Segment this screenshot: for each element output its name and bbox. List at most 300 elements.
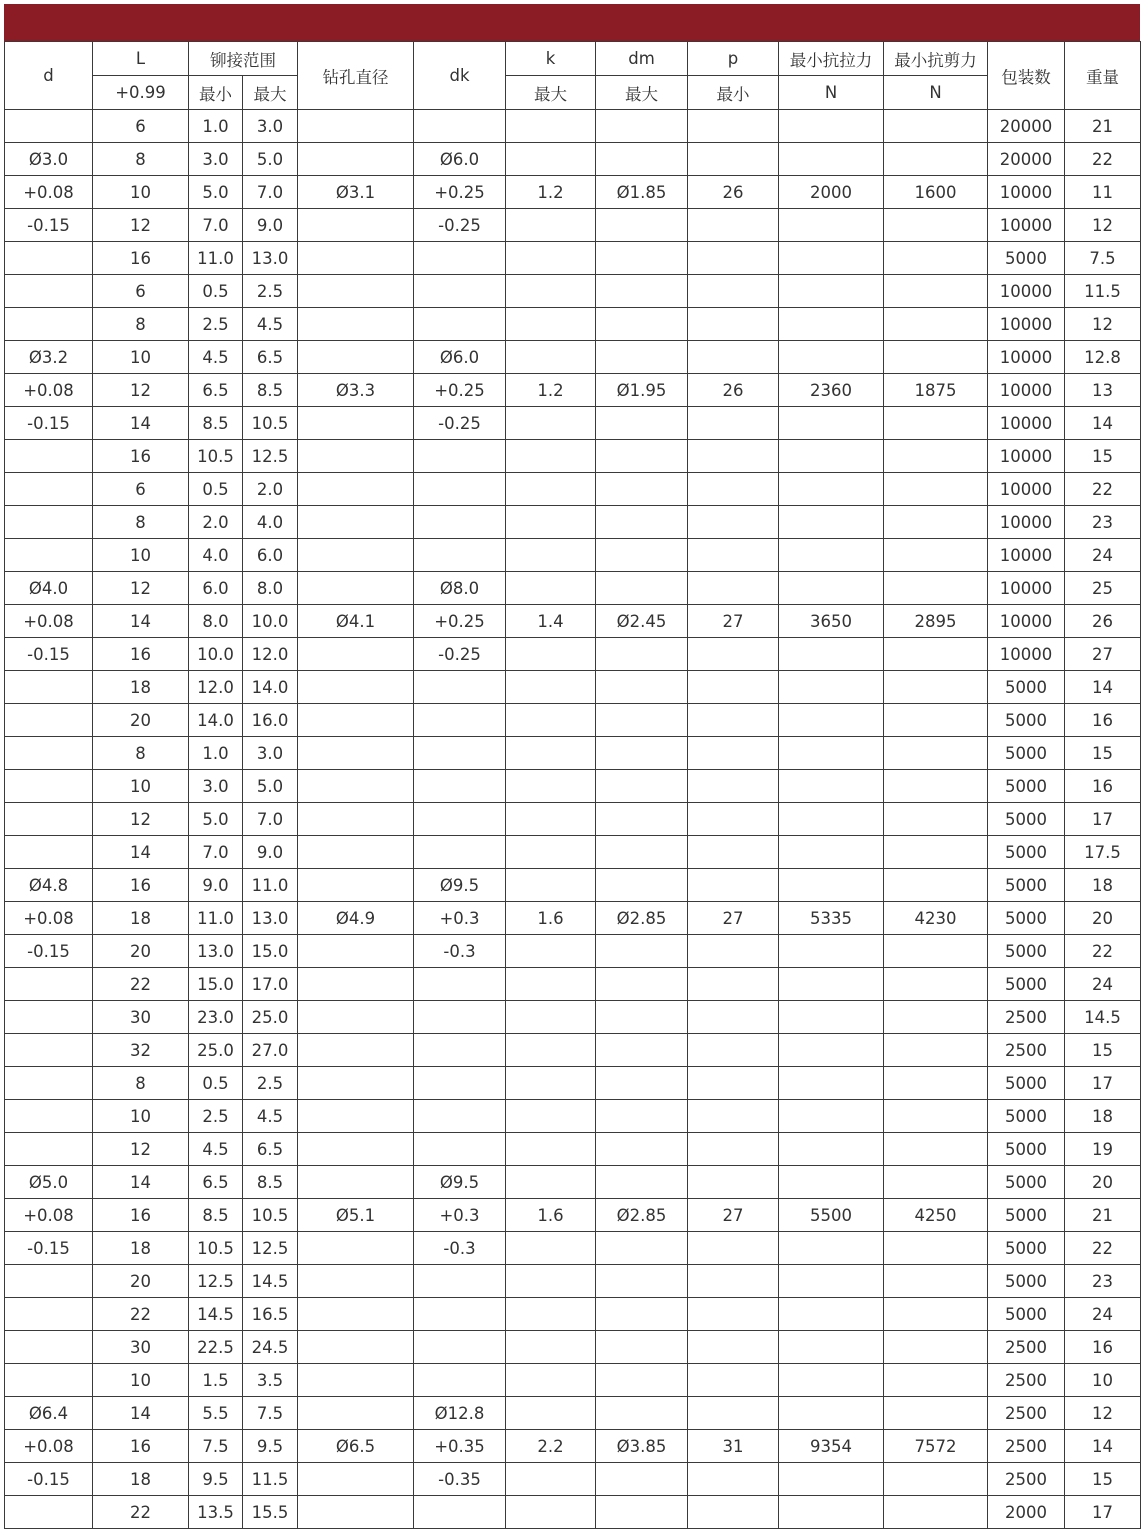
header-pack: 包装数 bbox=[988, 42, 1065, 110]
cell-k bbox=[506, 1034, 596, 1067]
cell-dm bbox=[596, 1067, 688, 1100]
cell-dk bbox=[414, 473, 506, 506]
header-k: k bbox=[506, 42, 596, 76]
cell-drill bbox=[298, 473, 414, 506]
header-tensile: 最小抗拉力 bbox=[779, 42, 884, 76]
cell-tensile bbox=[779, 506, 884, 539]
cell-d: +0.08 bbox=[5, 1430, 93, 1463]
cell-weight: 24 bbox=[1065, 1298, 1141, 1331]
cell-dk bbox=[414, 671, 506, 704]
cell-weight: 16 bbox=[1065, 1331, 1141, 1364]
cell-range-max: 16.0 bbox=[243, 704, 298, 737]
cell-d: -0.15 bbox=[5, 1232, 93, 1265]
cell-weight: 7.5 bbox=[1065, 242, 1141, 275]
cell-tensile bbox=[779, 1232, 884, 1265]
cell-dm: Ø1.95 bbox=[596, 374, 688, 407]
cell-shear bbox=[884, 506, 988, 539]
cell-k bbox=[506, 1001, 596, 1034]
cell-dm bbox=[596, 341, 688, 374]
table-row bbox=[5, 1001, 1141, 1034]
cell-drill bbox=[298, 638, 414, 671]
cell-range-min: 10.5 bbox=[189, 440, 243, 473]
cell-d: -0.15 bbox=[5, 935, 93, 968]
cell-k bbox=[506, 209, 596, 242]
cell-k bbox=[506, 1364, 596, 1397]
cell-pack: 5000 bbox=[988, 1166, 1065, 1199]
table-row bbox=[5, 275, 1141, 308]
cell-k: 1.6 bbox=[506, 1199, 596, 1232]
cell-drill bbox=[298, 572, 414, 605]
cell-dm bbox=[596, 638, 688, 671]
cell-weight: 20 bbox=[1065, 902, 1141, 935]
cell-drill bbox=[298, 704, 414, 737]
cell-L: 8 bbox=[93, 308, 189, 341]
cell-p bbox=[688, 1463, 779, 1496]
cell-d: Ø4.8 bbox=[5, 869, 93, 902]
cell-pack: 5000 bbox=[988, 1100, 1065, 1133]
cell-range-max: 15.5 bbox=[243, 1496, 298, 1529]
table-row bbox=[5, 671, 1141, 704]
cell-d bbox=[5, 308, 93, 341]
cell-tensile: 5335 bbox=[779, 902, 884, 935]
cell-pack: 10000 bbox=[988, 473, 1065, 506]
cell-tensile bbox=[779, 1331, 884, 1364]
cell-dm bbox=[596, 440, 688, 473]
cell-range-min: 14.0 bbox=[189, 704, 243, 737]
cell-d: Ø5.0 bbox=[5, 1166, 93, 1199]
cell-L: 14 bbox=[93, 1166, 189, 1199]
cell-tensile: 9354 bbox=[779, 1430, 884, 1463]
cell-dk bbox=[414, 539, 506, 572]
cell-pack: 5000 bbox=[988, 1232, 1065, 1265]
cell-range-max: 13.0 bbox=[243, 242, 298, 275]
cell-range-min: 2.5 bbox=[189, 308, 243, 341]
cell-L: 8 bbox=[93, 1067, 189, 1100]
cell-k bbox=[506, 869, 596, 902]
cell-shear bbox=[884, 1298, 988, 1331]
cell-L: 14 bbox=[93, 836, 189, 869]
cell-pack: 5000 bbox=[988, 869, 1065, 902]
cell-weight: 16 bbox=[1065, 770, 1141, 803]
table-row bbox=[5, 1100, 1141, 1133]
cell-tensile bbox=[779, 341, 884, 374]
cell-p bbox=[688, 836, 779, 869]
cell-range-min: 11.0 bbox=[189, 902, 243, 935]
cell-drill bbox=[298, 440, 414, 473]
cell-p bbox=[688, 638, 779, 671]
cell-range-max: 8.5 bbox=[243, 1166, 298, 1199]
cell-weight: 27 bbox=[1065, 638, 1141, 671]
cell-range-min: 8.5 bbox=[189, 1199, 243, 1232]
table-body bbox=[5, 110, 1141, 1529]
cell-tensile bbox=[779, 143, 884, 176]
cell-dm: Ø2.85 bbox=[596, 902, 688, 935]
cell-drill bbox=[298, 1001, 414, 1034]
cell-weight: 25 bbox=[1065, 572, 1141, 605]
cell-pack: 10000 bbox=[988, 209, 1065, 242]
table-row bbox=[5, 1199, 1141, 1232]
cell-p bbox=[688, 440, 779, 473]
cell-p bbox=[688, 1265, 779, 1298]
cell-drill bbox=[298, 1034, 414, 1067]
cell-dk bbox=[414, 803, 506, 836]
cell-weight: 17 bbox=[1065, 1496, 1141, 1529]
cell-d bbox=[5, 1496, 93, 1529]
cell-d: -0.15 bbox=[5, 407, 93, 440]
cell-k bbox=[506, 539, 596, 572]
cell-shear bbox=[884, 1166, 988, 1199]
cell-drill bbox=[298, 671, 414, 704]
cell-range-max: 14.0 bbox=[243, 671, 298, 704]
cell-weight: 15 bbox=[1065, 1034, 1141, 1067]
table-row bbox=[5, 1265, 1141, 1298]
cell-pack: 10000 bbox=[988, 341, 1065, 374]
cell-L: 12 bbox=[93, 1133, 189, 1166]
cell-L: 8 bbox=[93, 143, 189, 176]
cell-k bbox=[506, 572, 596, 605]
cell-d bbox=[5, 1001, 93, 1034]
cell-shear bbox=[884, 275, 988, 308]
cell-shear: 2895 bbox=[884, 605, 988, 638]
cell-p bbox=[688, 1496, 779, 1529]
cell-pack: 10000 bbox=[988, 176, 1065, 209]
cell-k bbox=[506, 440, 596, 473]
table-row bbox=[5, 638, 1141, 671]
cell-p bbox=[688, 1331, 779, 1364]
cell-weight: 15 bbox=[1065, 737, 1141, 770]
cell-shear bbox=[884, 242, 988, 275]
cell-pack: 2500 bbox=[988, 1430, 1065, 1463]
cell-L: 6 bbox=[93, 473, 189, 506]
cell-k bbox=[506, 1331, 596, 1364]
cell-drill bbox=[298, 770, 414, 803]
table-row bbox=[5, 242, 1141, 275]
cell-tensile bbox=[779, 671, 884, 704]
cell-range-max: 5.0 bbox=[243, 143, 298, 176]
cell-k bbox=[506, 836, 596, 869]
cell-pack: 2000 bbox=[988, 1496, 1065, 1529]
cell-p: 27 bbox=[688, 605, 779, 638]
cell-range-min: 4.5 bbox=[189, 341, 243, 374]
cell-dm bbox=[596, 473, 688, 506]
cell-p bbox=[688, 803, 779, 836]
cell-dk: +0.25 bbox=[414, 605, 506, 638]
cell-range-max: 24.5 bbox=[243, 1331, 298, 1364]
cell-L: 10 bbox=[93, 1100, 189, 1133]
cell-tensile bbox=[779, 836, 884, 869]
header-p-sub: 最小 bbox=[688, 76, 779, 110]
cell-drill bbox=[298, 242, 414, 275]
cell-range-max: 16.5 bbox=[243, 1298, 298, 1331]
cell-L: 20 bbox=[93, 1265, 189, 1298]
cell-dm bbox=[596, 803, 688, 836]
table-row bbox=[5, 1496, 1141, 1529]
cell-d bbox=[5, 1364, 93, 1397]
header-weight: 重量 bbox=[1065, 42, 1141, 110]
cell-weight: 21 bbox=[1065, 1199, 1141, 1232]
cell-L: 14 bbox=[93, 605, 189, 638]
cell-range-min: 3.0 bbox=[189, 770, 243, 803]
cell-dm bbox=[596, 407, 688, 440]
cell-drill: Ø5.1 bbox=[298, 1199, 414, 1232]
cell-tensile bbox=[779, 1265, 884, 1298]
cell-range-min: 4.0 bbox=[189, 539, 243, 572]
cell-drill: Ø4.9 bbox=[298, 902, 414, 935]
cell-dk: -0.3 bbox=[414, 935, 506, 968]
cell-weight: 14 bbox=[1065, 671, 1141, 704]
cell-shear bbox=[884, 110, 988, 143]
cell-p: 27 bbox=[688, 1199, 779, 1232]
cell-drill bbox=[298, 1298, 414, 1331]
table-row bbox=[5, 440, 1141, 473]
cell-p: 27 bbox=[688, 902, 779, 935]
cell-shear bbox=[884, 1364, 988, 1397]
cell-weight: 12 bbox=[1065, 209, 1141, 242]
cell-dm: Ø3.85 bbox=[596, 1430, 688, 1463]
cell-L: 10 bbox=[93, 770, 189, 803]
cell-dk: -0.25 bbox=[414, 638, 506, 671]
cell-tensile bbox=[779, 803, 884, 836]
cell-p bbox=[688, 770, 779, 803]
cell-dm bbox=[596, 1133, 688, 1166]
table-row bbox=[5, 935, 1141, 968]
table-row bbox=[5, 605, 1141, 638]
cell-p bbox=[688, 1034, 779, 1067]
table-row bbox=[5, 209, 1141, 242]
cell-range-min: 6.5 bbox=[189, 374, 243, 407]
cell-k bbox=[506, 1133, 596, 1166]
table-row bbox=[5, 110, 1141, 143]
cell-L: 10 bbox=[93, 341, 189, 374]
cell-range-min: 3.0 bbox=[189, 143, 243, 176]
cell-k: 1.2 bbox=[506, 374, 596, 407]
cell-pack: 20000 bbox=[988, 110, 1065, 143]
cell-p bbox=[688, 143, 779, 176]
cell-range-max: 5.0 bbox=[243, 770, 298, 803]
cell-drill bbox=[298, 506, 414, 539]
cell-k bbox=[506, 506, 596, 539]
cell-pack: 2500 bbox=[988, 1001, 1065, 1034]
cell-weight: 13 bbox=[1065, 374, 1141, 407]
cell-p bbox=[688, 308, 779, 341]
cell-range-min: 22.5 bbox=[189, 1331, 243, 1364]
cell-tensile bbox=[779, 440, 884, 473]
table-row bbox=[5, 1034, 1141, 1067]
cell-d: -0.15 bbox=[5, 638, 93, 671]
cell-tensile bbox=[779, 1463, 884, 1496]
cell-pack: 2500 bbox=[988, 1331, 1065, 1364]
cell-p bbox=[688, 506, 779, 539]
cell-p: 31 bbox=[688, 1430, 779, 1463]
cell-weight: 23 bbox=[1065, 1265, 1141, 1298]
cell-weight: 18 bbox=[1065, 1100, 1141, 1133]
cell-pack: 10000 bbox=[988, 539, 1065, 572]
cell-weight: 20 bbox=[1065, 1166, 1141, 1199]
cell-pack: 2500 bbox=[988, 1397, 1065, 1430]
cell-dk: -0.25 bbox=[414, 407, 506, 440]
cell-tensile bbox=[779, 737, 884, 770]
cell-range-max: 7.5 bbox=[243, 1397, 298, 1430]
cell-range-max: 6.0 bbox=[243, 539, 298, 572]
cell-shear bbox=[884, 1397, 988, 1430]
cell-dm bbox=[596, 1496, 688, 1529]
cell-drill bbox=[298, 1265, 414, 1298]
cell-dm bbox=[596, 836, 688, 869]
cell-drill bbox=[298, 1496, 414, 1529]
cell-range-max: 27.0 bbox=[243, 1034, 298, 1067]
cell-L: 20 bbox=[93, 935, 189, 968]
cell-dk: Ø6.0 bbox=[414, 143, 506, 176]
table-row bbox=[5, 407, 1141, 440]
cell-p bbox=[688, 572, 779, 605]
cell-pack: 2500 bbox=[988, 1463, 1065, 1496]
cell-d bbox=[5, 539, 93, 572]
cell-weight: 17.5 bbox=[1065, 836, 1141, 869]
cell-pack: 10000 bbox=[988, 308, 1065, 341]
cell-range-min: 6.0 bbox=[189, 572, 243, 605]
cell-shear bbox=[884, 704, 988, 737]
cell-dm bbox=[596, 308, 688, 341]
cell-dm bbox=[596, 869, 688, 902]
cell-k bbox=[506, 770, 596, 803]
cell-p bbox=[688, 242, 779, 275]
table-row bbox=[5, 374, 1141, 407]
cell-weight: 15 bbox=[1065, 1463, 1141, 1496]
cell-dk bbox=[414, 704, 506, 737]
cell-dk: Ø8.0 bbox=[414, 572, 506, 605]
cell-range-min: 25.0 bbox=[189, 1034, 243, 1067]
spec-table-wrapper bbox=[4, 41, 1140, 1529]
cell-range-min: 5.5 bbox=[189, 1397, 243, 1430]
cell-p bbox=[688, 209, 779, 242]
cell-drill bbox=[298, 275, 414, 308]
header-accent-bar bbox=[4, 4, 1140, 41]
cell-dm bbox=[596, 737, 688, 770]
cell-tensile bbox=[779, 968, 884, 1001]
cell-k bbox=[506, 275, 596, 308]
cell-L: 16 bbox=[93, 638, 189, 671]
cell-k bbox=[506, 704, 596, 737]
cell-dm bbox=[596, 1397, 688, 1430]
cell-pack: 5000 bbox=[988, 803, 1065, 836]
cell-p bbox=[688, 1001, 779, 1034]
cell-pack: 5000 bbox=[988, 737, 1065, 770]
cell-tensile bbox=[779, 1496, 884, 1529]
cell-pack: 5000 bbox=[988, 1133, 1065, 1166]
cell-L: 8 bbox=[93, 737, 189, 770]
cell-dk: -0.25 bbox=[414, 209, 506, 242]
cell-weight: 14.5 bbox=[1065, 1001, 1141, 1034]
cell-shear: 7572 bbox=[884, 1430, 988, 1463]
cell-drill bbox=[298, 1166, 414, 1199]
cell-drill: Ø4.1 bbox=[298, 605, 414, 638]
cell-k bbox=[506, 1166, 596, 1199]
cell-dk bbox=[414, 1364, 506, 1397]
cell-dk bbox=[414, 770, 506, 803]
cell-dm bbox=[596, 1265, 688, 1298]
cell-k bbox=[506, 1067, 596, 1100]
cell-weight: 12 bbox=[1065, 308, 1141, 341]
cell-range-min: 23.0 bbox=[189, 1001, 243, 1034]
cell-dk bbox=[414, 1298, 506, 1331]
cell-d: +0.08 bbox=[5, 176, 93, 209]
cell-weight: 24 bbox=[1065, 968, 1141, 1001]
cell-range-min: 1.5 bbox=[189, 1364, 243, 1397]
cell-pack: 10000 bbox=[988, 638, 1065, 671]
cell-dk: +0.3 bbox=[414, 902, 506, 935]
cell-range-max: 4.5 bbox=[243, 308, 298, 341]
cell-range-min: 9.0 bbox=[189, 869, 243, 902]
cell-range-max: 11.0 bbox=[243, 869, 298, 902]
table-row bbox=[5, 1067, 1141, 1100]
cell-range-max: 25.0 bbox=[243, 1001, 298, 1034]
cell-range-min: 7.0 bbox=[189, 209, 243, 242]
cell-pack: 5000 bbox=[988, 902, 1065, 935]
cell-dm bbox=[596, 242, 688, 275]
cell-k bbox=[506, 1298, 596, 1331]
cell-range-min: 0.5 bbox=[189, 473, 243, 506]
table-row bbox=[5, 803, 1141, 836]
cell-d: +0.08 bbox=[5, 1199, 93, 1232]
cell-shear bbox=[884, 836, 988, 869]
cell-dk bbox=[414, 1001, 506, 1034]
table-row bbox=[5, 1364, 1141, 1397]
cell-dm bbox=[596, 935, 688, 968]
cell-weight: 26 bbox=[1065, 605, 1141, 638]
cell-dk: -0.3 bbox=[414, 1232, 506, 1265]
cell-tensile bbox=[779, 1001, 884, 1034]
cell-pack: 10000 bbox=[988, 374, 1065, 407]
cell-range-max: 2.0 bbox=[243, 473, 298, 506]
cell-drill bbox=[298, 110, 414, 143]
table-row bbox=[5, 308, 1141, 341]
cell-tensile: 2360 bbox=[779, 374, 884, 407]
cell-shear bbox=[884, 935, 988, 968]
cell-dk bbox=[414, 275, 506, 308]
cell-dk: +0.35 bbox=[414, 1430, 506, 1463]
cell-shear bbox=[884, 869, 988, 902]
cell-shear bbox=[884, 737, 988, 770]
cell-pack: 5000 bbox=[988, 935, 1065, 968]
cell-drill bbox=[298, 935, 414, 968]
cell-k bbox=[506, 473, 596, 506]
cell-drill: Ø3.3 bbox=[298, 374, 414, 407]
cell-d bbox=[5, 836, 93, 869]
cell-p bbox=[688, 737, 779, 770]
cell-range-max: 7.0 bbox=[243, 176, 298, 209]
cell-k bbox=[506, 671, 596, 704]
cell-L: 16 bbox=[93, 1430, 189, 1463]
cell-weight: 14 bbox=[1065, 407, 1141, 440]
cell-weight: 21 bbox=[1065, 110, 1141, 143]
cell-p bbox=[688, 341, 779, 374]
cell-k: 1.6 bbox=[506, 902, 596, 935]
cell-p: 26 bbox=[688, 176, 779, 209]
cell-range-min: 0.5 bbox=[189, 275, 243, 308]
cell-drill bbox=[298, 1331, 414, 1364]
cell-tensile bbox=[779, 704, 884, 737]
cell-tensile bbox=[779, 308, 884, 341]
header-dk: dk bbox=[414, 42, 506, 110]
cell-pack: 5000 bbox=[988, 1199, 1065, 1232]
cell-k bbox=[506, 737, 596, 770]
cell-dk: Ø12.8 bbox=[414, 1397, 506, 1430]
cell-range-max: 3.0 bbox=[243, 110, 298, 143]
cell-d bbox=[5, 1067, 93, 1100]
cell-range-max: 7.0 bbox=[243, 803, 298, 836]
cell-shear bbox=[884, 1463, 988, 1496]
cell-dm bbox=[596, 506, 688, 539]
